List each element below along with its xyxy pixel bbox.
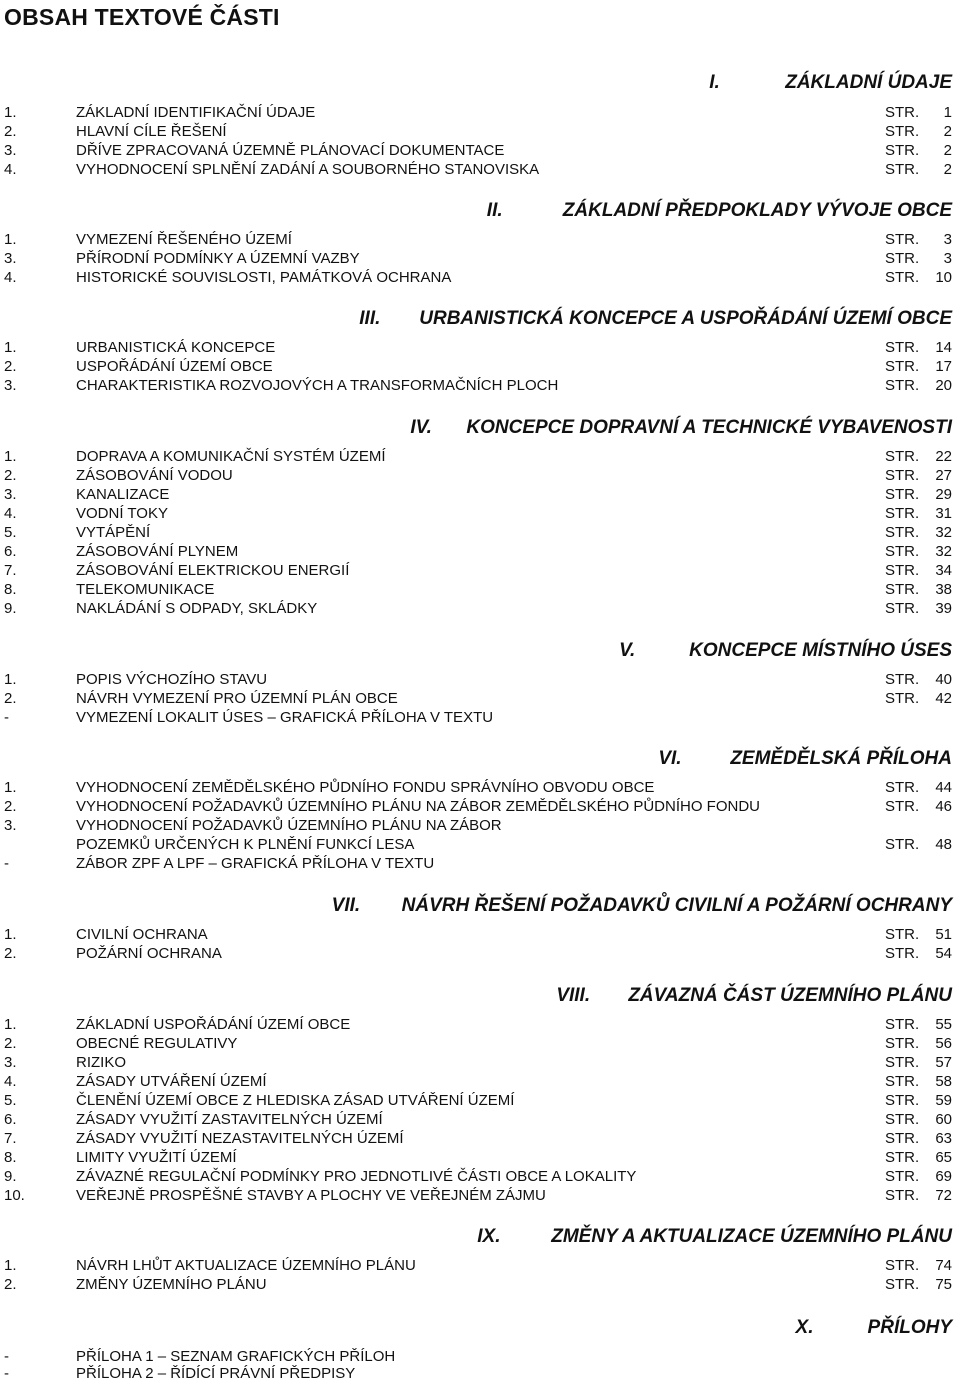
section-roman: VIII.	[556, 985, 591, 1006]
section-roman: VI.	[658, 748, 682, 769]
section-heading-1	[709, 72, 952, 94]
toc-row: 4. VYHODNOCENÍ SPLNĚNÍ ZADÁNÍ A SOUBORNÉHO STANOVISKA STR. 2	[4, 161, 952, 178]
section-title: ZÁVAZNÁ ČÁST ÚZEMNÍHO PLÁNU	[628, 985, 952, 1006]
section-roman: VII.	[331, 895, 361, 916]
toc-row: 9. NAKLÁDÁNÍ S ODPADY, SKLÁDKY STR. 39	[4, 600, 952, 617]
section-heading-4	[410, 417, 952, 439]
section-heading-6	[658, 748, 952, 770]
toc-row: 5. VYTÁPĚNÍ STR. 32	[4, 524, 952, 541]
toc-row: - ZÁBOR ZPF A LPF – GRAFICKÁ PŘÍLOHA V TEXTU	[4, 855, 435, 872]
toc-row: 2. ZMĚNY ÚZEMNÍHO PLÁNU STR. 75	[4, 1276, 952, 1293]
section-heading-2	[487, 200, 952, 222]
section-heading-7	[332, 895, 952, 917]
document-title: OBSAH TEXTOVÉ ČÁSTI	[4, 4, 280, 30]
toc-row: 1. DOPRAVA A KOMUNIKAČNÍ SYSTÉM ÚZEMÍ STR. 22	[4, 448, 952, 465]
toc-row: 7. ZÁSOBOVÁNÍ ELEKTRICKOU ENERGIÍ STR. 34	[4, 562, 952, 579]
toc-row: 4. HISTORICKÉ SOUVISLOSTI, PAMÁTKOVÁ OCHRANA STR. 10	[4, 269, 952, 286]
section-title: URBANISTICKÁ KONCEPCE A USPOŘÁDÁNÍ ÚZEMÍ OBCE	[419, 308, 952, 329]
section-title: KONCEPCE MÍSTNÍHO ÚSES	[689, 640, 952, 661]
section-heading-3	[359, 308, 952, 330]
section-roman: II.	[486, 200, 503, 221]
section-title: NÁVRH ŘEŠENÍ POŽADAVKŮ CIVILNÍ A POŽÁRNÍ OCHRANY	[401, 895, 952, 916]
toc-row: 3. CHARAKTERISTIKA ROZVOJOVÝCH A TRANSFORMAČNÍCH PLOCH STR. 20	[4, 377, 952, 394]
toc-row: 1. URBANISTICKÁ KONCEPCE STR. 14	[4, 339, 952, 356]
section-roman: V.	[619, 640, 636, 661]
toc-row: - PŘÍLOHA 1 – SEZNAM GRAFICKÝCH PŘÍLOH	[4, 1348, 396, 1365]
toc-row: 3. VYHODNOCENÍ POŽADAVKŮ ÚZEMNÍHO PLÁNU NA ZÁBOR	[4, 817, 502, 834]
section-roman: I.	[709, 72, 720, 93]
toc-row: 2. HLAVNÍ CÍLE ŘEŠENÍ STR. 2	[4, 123, 952, 140]
toc-row: 3. PŘÍRODNÍ PODMÍNKY A ÚZEMNÍ VAZBY STR. 3	[4, 250, 952, 267]
toc-row: 4. ZÁSADY UTVÁŘENÍ ÚZEMÍ STR. 58	[4, 1073, 952, 1090]
section-heading-10	[796, 1317, 952, 1339]
toc-row: 1. CIVILNÍ OCHRANA STR. 51	[4, 926, 952, 943]
section-heading-8	[556, 985, 952, 1007]
section-title: PŘÍLOHY	[867, 1317, 952, 1338]
toc-row: 2. OBECNÉ REGULATIVY STR. 56	[4, 1035, 952, 1052]
toc-row: 2. VYHODNOCENÍ POŽADAVKŮ ÚZEMNÍHO PLÁNU NA ZÁBOR ZEMĚDĚLSKÉHO PŮDNÍHO FONDU STR. 46	[4, 798, 952, 815]
section-heading-5	[619, 640, 952, 662]
toc-row: 7. ZÁSADY VYUŽITÍ NEZASTAVITELNÝCH ÚZEMÍ STR. 63	[4, 1130, 952, 1147]
toc-row: 3. RIZIKO STR. 57	[4, 1054, 952, 1071]
toc-row: 2. USPOŘÁDÁNÍ ÚZEMÍ OBCE STR. 17	[4, 358, 952, 375]
toc-row: 2. ZÁSOBOVÁNÍ VODOU STR. 27	[4, 467, 952, 484]
section-title: ZMĚNY A AKTUALIZACE ÚZEMNÍHO PLÁNU	[551, 1226, 952, 1247]
section-roman: IV.	[410, 417, 432, 438]
toc-row: 5. ČLENĚNÍ ÚZEMÍ OBCE Z HLEDISKA ZÁSAD UTVÁŘENÍ ÚZEMÍ STR. 59	[4, 1092, 952, 1109]
toc-row: 3. KANALIZACE STR. 29	[4, 486, 952, 503]
section-roman: IX.	[477, 1226, 501, 1247]
toc-row: 2. POŽÁRNÍ OCHRANA STR. 54	[4, 945, 952, 962]
toc-row: 1. VYHODNOCENÍ ZEMĚDĚLSKÉHO PŮDNÍHO FONDU SPRÁVNÍHO OBVODU OBCE STR. 44	[4, 779, 952, 796]
toc-row: 3. DŘÍVE ZPRACOVANÁ ÚZEMNĚ PLÁNOVACÍ DOKUMENTACE STR. 2	[4, 142, 952, 159]
toc-row: 1. ZÁKLADNÍ IDENTIFIKAČNÍ ÚDAJE STR. 1	[4, 104, 952, 121]
section-heading-9	[477, 1226, 952, 1248]
toc-row: 1. ZÁKLADNÍ USPOŘÁDÁNÍ ÚZEMÍ OBCE STR. 55	[4, 1016, 952, 1033]
section-title: ZÁKLADNÍ PŘEDPOKLADY VÝVOJE OBCE	[562, 200, 952, 221]
section-roman: X.	[795, 1317, 814, 1338]
section-title: KONCEPCE DOPRAVNÍ A TECHNICKÉ VYBAVENOSTI	[466, 417, 952, 438]
toc-row: 1. NÁVRH LHŮT AKTUALIZACE ÚZEMNÍHO PLÁNU STR. 74	[4, 1257, 952, 1274]
toc-row: 6. ZÁSADY VYUŽITÍ ZASTAVITELNÝCH ÚZEMÍ STR. 60	[4, 1111, 952, 1128]
toc-row: 8. TELEKOMUNIKACE STR. 38	[4, 581, 952, 598]
toc-row: 9. ZÁVAZNÉ REGULAČNÍ PODMÍNKY PRO JEDNOTLIVÉ ČÁSTI OBCE A LOKALITY STR. 69	[4, 1168, 952, 1185]
section-roman: III.	[359, 308, 381, 329]
toc-row: 2. NÁVRH VYMEZENÍ PRO ÚZEMNÍ PLÁN OBCE STR. 42	[4, 690, 952, 707]
toc-row: POZEMKŮ URČENÝCH K PLNĚNÍ FUNKCÍ LESA STR. 48	[76, 836, 952, 853]
section-title: ZÁKLADNÍ ÚDAJE	[785, 72, 952, 93]
toc-row: - PŘÍLOHA 2 – ŘÍDÍCÍ PRÁVNÍ PŘEDPISY	[4, 1365, 356, 1382]
section-title: ZEMĚDĚLSKÁ PŘÍLOHA	[730, 748, 952, 769]
toc-row: 6. ZÁSOBOVÁNÍ PLYNEM STR. 32	[4, 543, 952, 560]
toc-row: 1. POPIS VÝCHOZÍHO STAVU STR. 40	[4, 671, 952, 688]
toc-row: 10. VEŘEJNĚ PROSPĚŠNÉ STAVBY A PLOCHY VE VEŘEJNÉM ZÁJMU STR. 72	[4, 1187, 952, 1204]
toc-row: 4. VODNÍ TOKY STR. 31	[4, 505, 952, 522]
toc-row: 1. VYMEZENÍ ŘEŠENÉHO ÚZEMÍ STR. 3	[4, 231, 952, 248]
toc-row: - VYMEZENÍ LOKALIT ÚSES – GRAFICKÁ PŘÍLOHA V TEXTU	[4, 709, 494, 726]
toc-row: 8. LIMITY VYUŽITÍ ÚZEMÍ STR. 65	[4, 1149, 952, 1166]
